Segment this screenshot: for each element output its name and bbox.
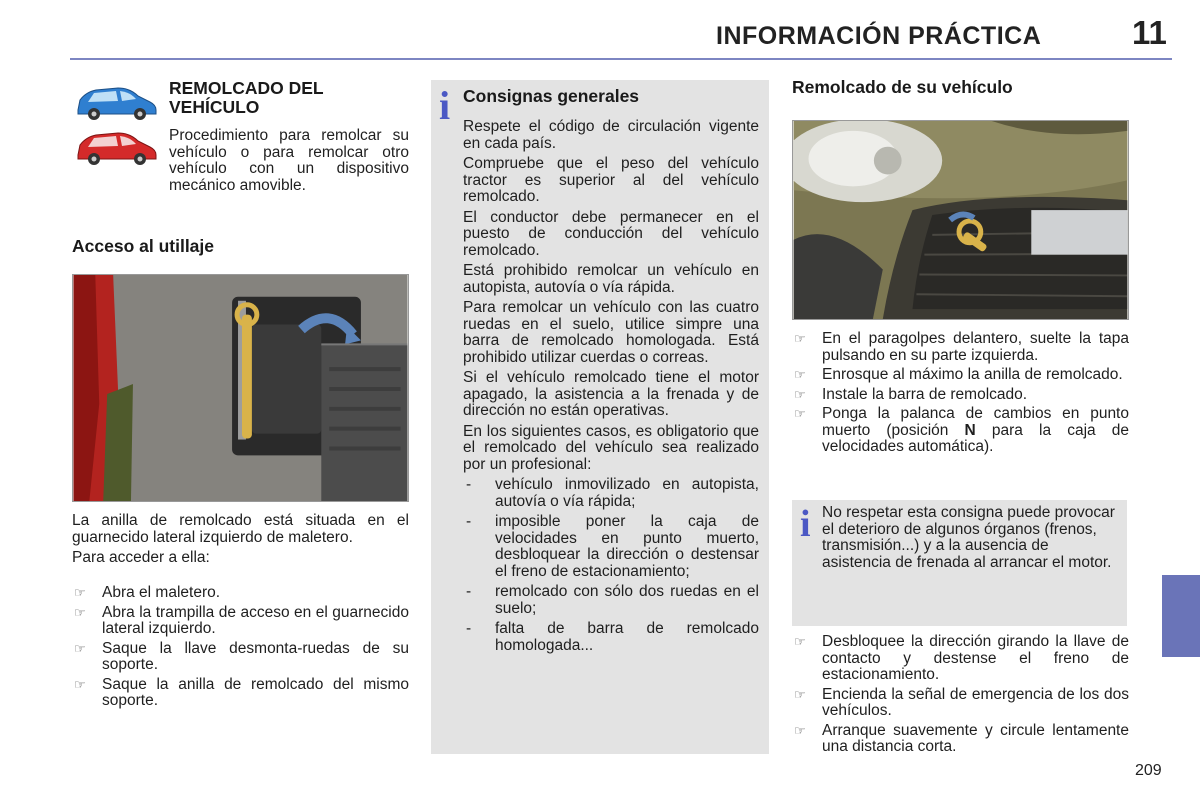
instruction-paragraph: Respete el código de circulación vigente en cada país. (463, 118, 759, 152)
tool-access-intro: Para acceder a ella: (72, 549, 210, 566)
list-item: ☞ Abra la trampilla de acceso en el guarnecido lateral izquierdo. (74, 603, 409, 637)
towing-steps-a (792, 331, 1129, 459)
front-bumper-photo (792, 120, 1129, 320)
tool-access-text (72, 513, 409, 571)
chapter-number: 11 (1132, 14, 1167, 51)
header-rule (70, 58, 1172, 60)
instruction-paragraph: En los siguientes casos, es obligatorio que el remolcado del vehículo sea realizado por un profesional: (463, 422, 759, 473)
list-item: ☞ Arranque suavemente y circule lentamente una distancia corta. (794, 721, 1129, 755)
list-item: - imposible poner la caja de velocidades en punto muerto, desbloquear la dirección o destensar el freno de estacionamiento; (466, 513, 759, 580)
pointing-hand-icon: ☞ (74, 585, 86, 600)
list-item: ☞ Saque la llave desmonta-ruedas de su soporte. (74, 639, 409, 673)
pointing-hand-icon: ☞ (794, 386, 806, 402)
pointing-hand-icon: ☞ (794, 331, 806, 346)
list-item: ☞ Desbloquee la dirección girando la llave de contacto y destense el freno de estacionamiento. (794, 633, 1129, 683)
instruction-paragraph: Para remolcar un vehículo con las cuatro ruedas en el suelo, utilice simpre una barra de remolcado homologada. Está prohibido utilizar cuerdas o correas. (463, 299, 759, 366)
pointing-hand-icon: ☞ (74, 640, 86, 656)
pointing-hand-icon: ☞ (794, 634, 806, 649)
instruction-paragraph: Si el vehículo remolcado tiene el motor apagado, la asistencia a la frenada y de dirección no están operativas. (463, 369, 759, 419)
page-number: 209 (1135, 762, 1162, 779)
red-car-icon (72, 125, 158, 167)
instruction-paragraph: Compruebe que el peso del vehículo tractor es superior al del vehículo remolcado. (463, 155, 759, 205)
warning-text: No respetar esta consigna puede provocar el deterioro de algunos órganos (frenos, transmisión...) y a la ausencia de asistencia de frenada al arrancar el motor. (822, 504, 1115, 571)
pointing-hand-icon: ☞ (74, 604, 86, 620)
pointing-hand-icon: ☞ (794, 406, 806, 421)
list-item: ☞ Encienda la señal de emergencia de los dos vehículos. (794, 685, 1129, 719)
list-item: ☞ Instale la barra de remolcado. (794, 385, 1028, 403)
blue-car-icon (72, 80, 158, 122)
towing-section-title: REMOLCADO DEL VEHÍCULO (169, 78, 324, 117)
general-instructions-title: Consignas generales (463, 86, 640, 106)
list-item: ☞ Enrosque al máximo la anilla de remolcado. (794, 366, 1123, 383)
towing-intro-text: Procedimiento para remolcar su vehículo o para remolcar otro vehículo con un dispositivo mecánico amovible. (169, 127, 409, 194)
info-icon: i (439, 83, 451, 128)
pointing-hand-icon: ☞ (794, 367, 806, 382)
chapter-title: INFORMACIÓN PRÁCTICA (716, 22, 1042, 50)
list-item: ☞ En el paragolpes delantero, suelte la tapa pulsando en su parte izquierda. (794, 330, 1129, 364)
list-item: ☞ Saque la anilla de remolcado del mismo soporte. (74, 675, 409, 709)
towing-your-vehicle-title: Remolcado de su vehículo (792, 77, 1013, 97)
instruction-paragraph: Está prohibido remolcar un vehículo en autopista, autovía o vía rápida. (463, 262, 759, 296)
list-item: - remolcado con sólo dos ruedas en el suelo; (466, 583, 759, 617)
list-item: ☞ Abra el maletero. (74, 584, 221, 601)
tool-access-title: Acceso al utillaje (72, 236, 215, 256)
list-item: - vehículo inmovilizado en autopista, autovía o vía rápida; (466, 476, 759, 510)
info-icon: i (800, 503, 811, 545)
tool-location-text: La anilla de remolcado está situada en el guarnecido lateral izquierdo de maletero. (72, 512, 409, 546)
pointing-hand-icon: ☞ (794, 686, 806, 702)
list-item: ☞ Ponga la palanca de cambios en punto muerto (posición N para la caja de velocidades automática). (794, 405, 1129, 455)
trunk-tool-photo (72, 274, 409, 502)
pointing-hand-icon: ☞ (74, 676, 86, 692)
instruction-paragraph: El conductor debe permanecer en el puesto de conducción del vehículo remolcado. (463, 208, 759, 259)
list-item: - falta de barra de remolcado homologada... (466, 620, 759, 654)
general-instructions-text (463, 119, 759, 658)
professional-cases-list (463, 477, 759, 654)
chapter-side-tab (1162, 575, 1200, 657)
pointing-hand-icon: ☞ (794, 722, 806, 738)
warning-box (792, 500, 1127, 626)
towing-steps-b (792, 634, 1129, 759)
general-instructions-box (431, 80, 769, 754)
tool-access-steps (72, 585, 409, 713)
